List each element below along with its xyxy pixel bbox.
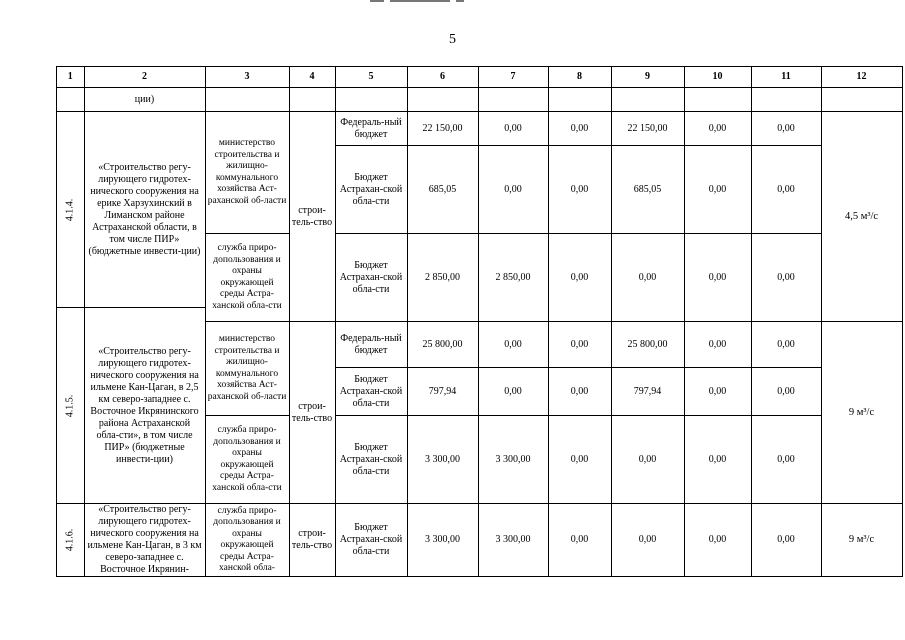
value-col8: 0,00	[548, 112, 611, 146]
value-col9: 685,05	[611, 146, 684, 234]
value-col11: 0,00	[751, 112, 821, 146]
value-col9: 22 150,00	[611, 112, 684, 146]
row-number: 4.1.6.	[64, 528, 76, 552]
header-row	[57, 67, 903, 88]
responsible-org: министерство строительства и жилищно-коммунального хозяйства Аст-раханской об-ласти	[205, 322, 289, 416]
budget-source: Федераль-ный бюджет	[335, 322, 407, 368]
value-col7: 0,00	[478, 146, 548, 234]
budget-source: Бюджет Астрахан-ской обла-сти	[335, 146, 407, 234]
value-col7: 2 850,00	[478, 234, 548, 322]
value-col10: 0,00	[684, 146, 751, 234]
header-cell: 4	[289, 67, 335, 88]
budget-source: Бюджет Астрахан-ской обла-сти	[335, 504, 407, 577]
continuation-text: ции)	[84, 88, 205, 112]
value-col6: 2 850,00	[407, 234, 478, 322]
value-col8: 0,00	[548, 416, 611, 504]
value-col10: 0,00	[684, 112, 751, 146]
value-col10: 0,00	[684, 416, 751, 504]
value-col6: 685,05	[407, 146, 478, 234]
value-col7: 0,00	[478, 322, 548, 368]
header-cell: 11	[751, 67, 821, 88]
value-col8: 0,00	[548, 146, 611, 234]
value-col7: 0,00	[478, 368, 548, 416]
value-col9: 0,00	[611, 416, 684, 504]
row-number-cell	[57, 112, 85, 308]
value-col6: 3 300,00	[407, 416, 478, 504]
value-col11: 0,00	[751, 322, 821, 368]
header-cell: 10	[684, 67, 751, 88]
value-col7: 3 300,00	[478, 504, 548, 577]
responsible-org: служба приро-допользования и охраны окружающей среды Астра-ханской обла-сти	[205, 234, 289, 322]
capacity: 4,5 м³/с	[821, 112, 902, 322]
value-col6: 797,94	[407, 368, 478, 416]
value-col9: 25 800,00	[611, 322, 684, 368]
value-col11: 0,00	[751, 368, 821, 416]
responsible-org: министерство строительства и жилищно-коммунального хозяйства Аст-раханской об-ласти	[205, 112, 289, 234]
budget-source: Бюджет Астрахан-ской обла-сти	[335, 368, 407, 416]
project-name: «Строительство регу-лирующего гидротех-нического сооружения на ильмене Кан-Цаган, в 2,5 км северо-западнее с. Восточное Икрянинского района Астраханской обла-сти», в том числе ПИР» (бюджетные инвести-ции)	[84, 308, 205, 504]
work-type: строи-тель-ство	[289, 112, 335, 322]
continuation-row	[57, 88, 903, 112]
header-cell: 1	[57, 67, 85, 88]
value-col6: 22 150,00	[407, 112, 478, 146]
header-cell: 5	[335, 67, 407, 88]
header-cell: 12	[821, 67, 902, 88]
page-number: 5	[449, 32, 456, 47]
table-row	[57, 504, 903, 577]
project-name: «Строительство регу-лирующего гидротех-нического сооружения на ерике Харзухинский в Лиманском районе Астраханской области, в том числе ПИР» (бюджетные инвести-ции)	[84, 112, 205, 308]
header-cell: 2	[84, 67, 205, 88]
row-number: 4.1.5.	[64, 394, 76, 417]
budget-table	[56, 66, 903, 577]
value-col11: 0,00	[751, 234, 821, 322]
capacity: 9 м³/с	[821, 504, 902, 577]
budget-source: Бюджет Астрахан-ской обла-сти	[335, 234, 407, 322]
project-name: «Строительство регу-лирующего гидротех-нического сооружения на ильмене Кан-Цаган, в 3 км северо-западнее с. Восточное Икрянин-	[84, 504, 205, 577]
value-col10: 0,00	[684, 504, 751, 577]
value-col11: 0,00	[751, 146, 821, 234]
value-col8: 0,00	[548, 234, 611, 322]
row-number: 4.1.4.	[64, 198, 76, 221]
value-col9: 0,00	[611, 504, 684, 577]
header-cell: 7	[478, 67, 548, 88]
work-type: строи-тель-ство	[289, 322, 335, 504]
work-type: строи-тель-ство	[289, 504, 335, 577]
value-col11: 0,00	[751, 416, 821, 504]
value-col6: 3 300,00	[407, 504, 478, 577]
budget-source: Федераль-ный бюджет	[335, 112, 407, 146]
header-cell: 9	[611, 67, 684, 88]
responsible-org: служба приро-допользования и охраны окружающей среды Астра-ханской обла-	[205, 504, 289, 577]
value-col9: 797,94	[611, 368, 684, 416]
header-cell: 8	[548, 67, 611, 88]
value-col10: 0,00	[684, 322, 751, 368]
value-col7: 3 300,00	[478, 416, 548, 504]
row-number-cell	[57, 308, 85, 504]
value-col10: 0,00	[684, 234, 751, 322]
row-number-cell	[57, 504, 85, 577]
top-scan-mark	[360, 0, 470, 3]
budget-source: Бюджет Астрахан-ской обла-сти	[335, 416, 407, 504]
value-col8: 0,00	[548, 504, 611, 577]
table-row	[57, 112, 903, 146]
value-col10: 0,00	[684, 368, 751, 416]
header-cell: 6	[407, 67, 478, 88]
header-cell: 3	[205, 67, 289, 88]
value-col6: 25 800,00	[407, 322, 478, 368]
responsible-org: служба приро-допользования и охраны окружающей среды Астра-ханской обла-сти	[205, 416, 289, 504]
capacity: 9 м³/с	[821, 322, 902, 504]
value-col7: 0,00	[478, 112, 548, 146]
value-col11: 0,00	[751, 504, 821, 577]
value-col9: 0,00	[611, 234, 684, 322]
value-col8: 0,00	[548, 368, 611, 416]
value-col8: 0,00	[548, 322, 611, 368]
